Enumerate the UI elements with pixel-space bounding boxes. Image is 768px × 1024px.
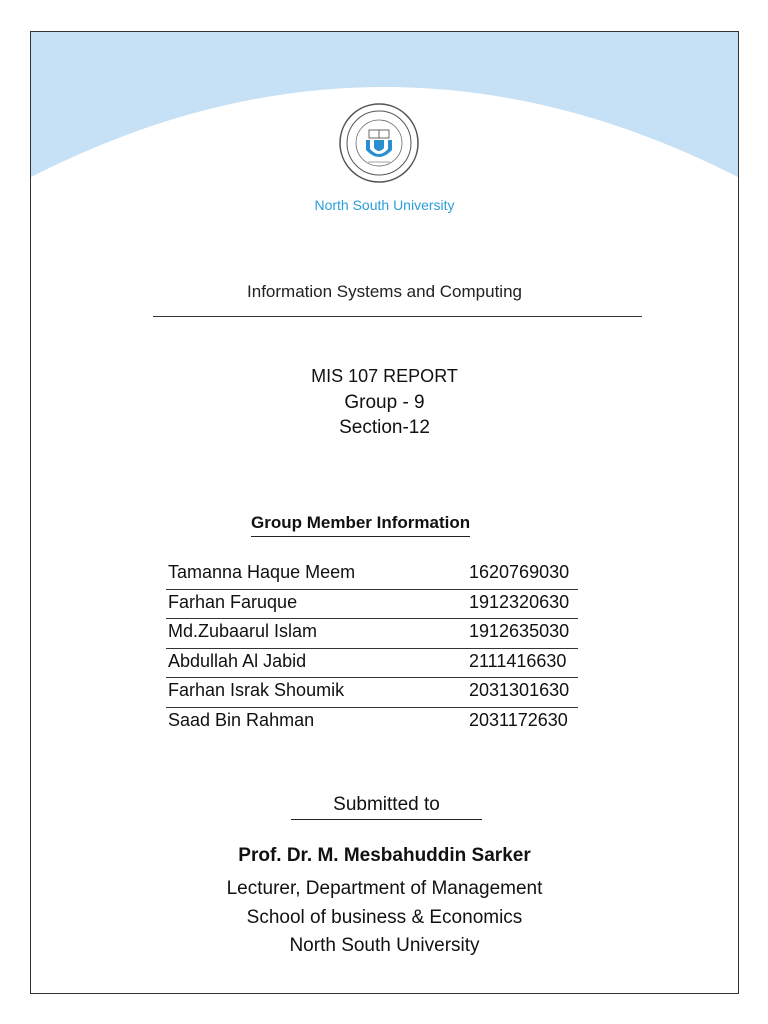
supervisor-university: North South University (289, 935, 480, 956)
university-seal-logo (338, 102, 420, 184)
supervisor-name: Prof. Dr. M. Mesbahuddin Sarker (238, 845, 531, 866)
member-id: 2031301630 (469, 680, 570, 701)
member-name: Farhan Israk Shoumik (168, 680, 345, 701)
university-name-header: North South University (314, 197, 455, 213)
member-id: 1912320630 (469, 591, 570, 612)
subject-title: Information Systems and Computing (247, 282, 522, 301)
member-name: Md.Zubaarul Islam (168, 621, 318, 642)
supervisor-school: School of business & Economics (246, 907, 523, 928)
report-title: MIS 107 REPORT (311, 366, 458, 386)
member-name: Farhan Faruque (168, 591, 298, 612)
member-name: Tamanna Haque Meem (168, 562, 356, 582)
submitted-to-heading: Submitted to (291, 794, 482, 820)
member-name: Saad Bin Rahman (168, 709, 315, 730)
member-id: 1620769030 (469, 562, 570, 582)
cover-page (30, 31, 739, 994)
section-number: Section-12 (339, 417, 430, 438)
member-row (166, 619, 578, 649)
supervisor-designation: Lecturer, Department of Management (226, 878, 543, 899)
subject-divider (153, 316, 642, 317)
member-id: 2111416630 (469, 650, 567, 671)
member-row (166, 590, 578, 620)
group-member-heading: Group Member Information (251, 513, 470, 537)
member-id: 2031172630 (469, 709, 568, 730)
member-row (166, 708, 578, 737)
group-number: Group - 9 (344, 392, 425, 413)
member-name: Abdullah Al Jabid (168, 650, 307, 671)
member-table (166, 560, 578, 737)
member-row (166, 649, 578, 679)
member-row (166, 678, 578, 708)
member-row (166, 560, 578, 590)
member-id: 1912635030 (469, 621, 570, 642)
